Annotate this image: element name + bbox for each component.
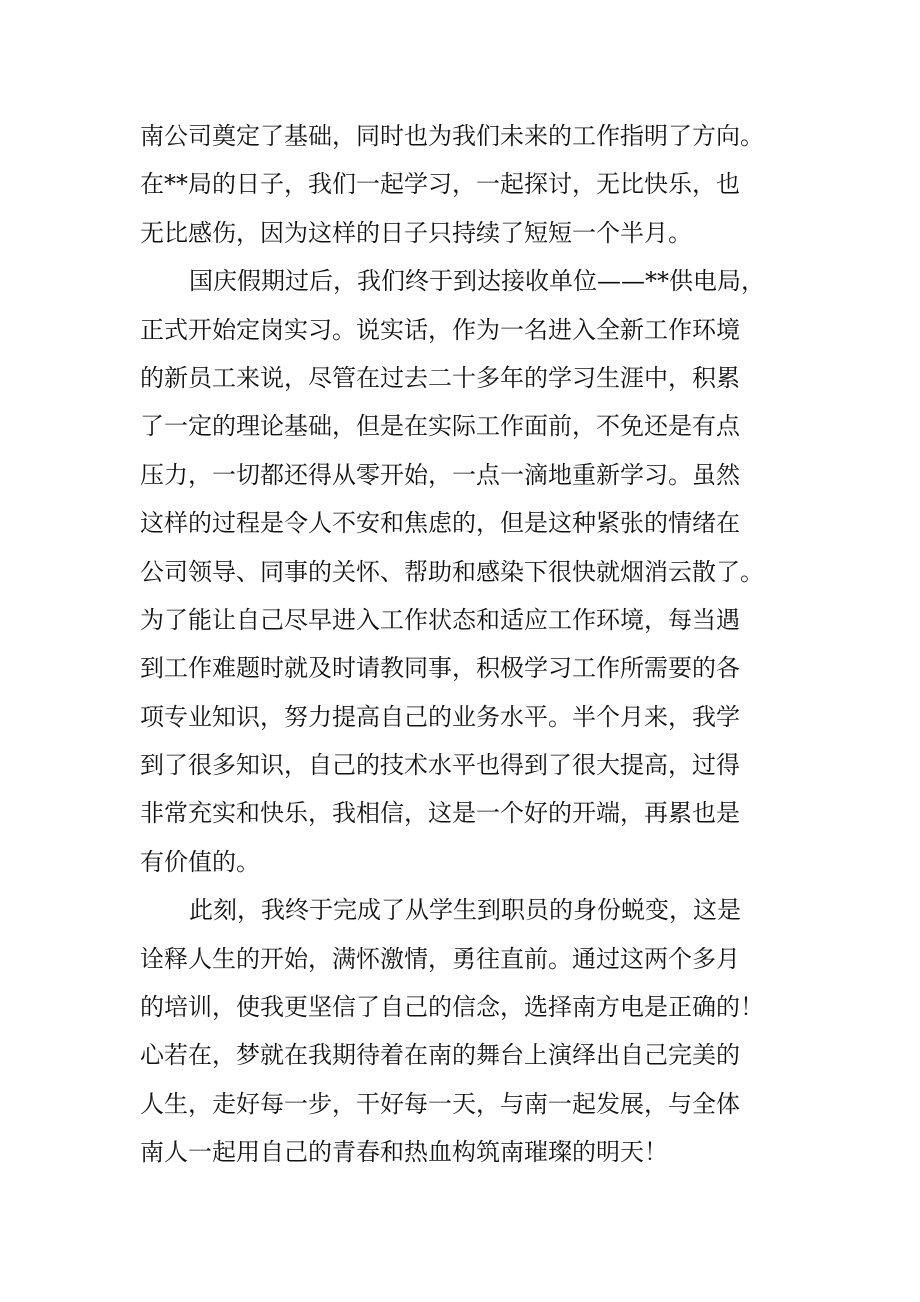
text-line: 南人一起用自己的青春和热血构筑南璀璨的明天！ [140, 1138, 668, 1167]
text-line: 公司领导、同事的关怀、帮助和感染下很快就烟消云散了。 [140, 557, 764, 586]
text-line: 到工作难题时就及时请教同事，积极学习工作所需要的各 [140, 654, 740, 683]
text-line: 为了能让自己尽早进入工作状态和适应工作环境，每当遇 [140, 605, 740, 634]
body-text [140, 112, 780, 1177]
paragraph-start-line: 此刻，我终于完成了从学生到职员的身份蜕变，这是 [189, 896, 741, 925]
text-line: 非常充实和快乐，我相信，这是一个好的开端，再累也是 [140, 799, 740, 828]
text-line: 诠释人生的开始，满怀激情，勇往直前。通过这两个多月 [140, 944, 740, 973]
text-line: 压力，一切都还得从零开始，一点一滴地重新学习。虽然 [140, 460, 740, 489]
text-line: 人生，走好每一步，干好每一天，与南一起发展，与全体 [140, 1089, 740, 1118]
text-line: 正式开始定岗实习。说实话，作为一名进入全新工作环境 [140, 315, 740, 344]
text-line: 项专业知识，努力提高自己的业务水平。半个月来，我学 [140, 702, 740, 731]
text-line: 的新员工来说，尽管在过去二十多年的学习生涯中，积累 [140, 363, 740, 392]
text-line: 的培训，使我更坚信了自己的信念，选择南方电是正确的！ [140, 993, 764, 1022]
text-line: 了一定的理论基础，但是在实际工作面前，不免还是有点 [140, 412, 740, 441]
text-line: 有价值的。 [140, 847, 260, 876]
text-line: 南公司奠定了基础，同时也为我们未来的工作指明了方向。 [140, 122, 764, 150]
text-line: 这样的过程是令人不安和焦虑的，但是这种紧张的情绪在 [140, 509, 740, 538]
text-line: 在**局的日子，我们一起学习，一起探讨，无比快乐，也 [140, 170, 740, 199]
text-line: 心若在，梦就在我期待着在南的舞台上演绎出自己完美的 [140, 1041, 740, 1070]
text-line: 无比感伤，因为这样的日子只持续了短短一个半月。 [140, 218, 692, 247]
text-line: 到了很多知识，自己的技术水平也得到了很大提高，过得 [140, 751, 740, 780]
paragraph-start-line: 国庆假期过后，我们终于到达接收单位——**供电局， [189, 267, 765, 296]
